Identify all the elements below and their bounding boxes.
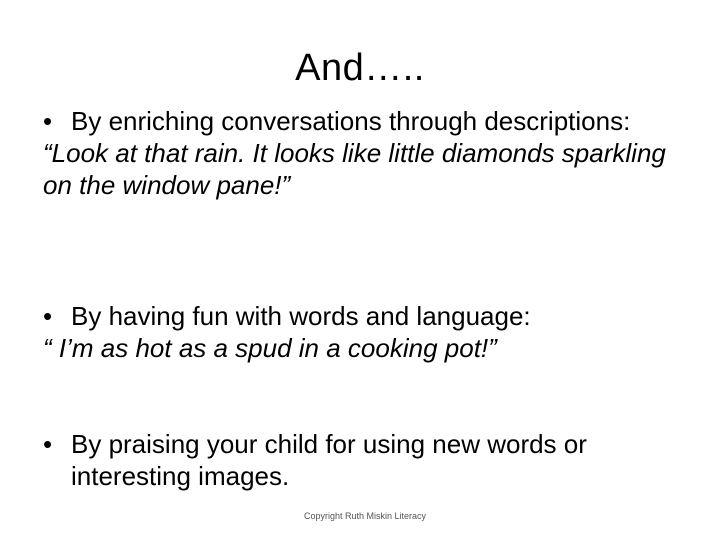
- bullet-item: [43, 428, 683, 492]
- bullet-icon: •: [43, 106, 53, 136]
- example-quote: “Look at that rain. It looks like little diamonds sparkling on the window pane!”: [43, 138, 666, 200]
- bullet-text: By enriching conversations through descriptions:: [71, 106, 631, 136]
- example-quote: “ I’m as hot as a spud in a cooking pot!”: [43, 333, 497, 363]
- slide-title: And…..: [295, 47, 425, 89]
- bullet-text: By praising your child for using new words or interesting images.: [71, 429, 587, 491]
- content-block-word-fun: [43, 300, 683, 364]
- bullet-item: [43, 300, 683, 332]
- bullet-text: By having fun with words and language:: [71, 301, 531, 331]
- copyright-footer: Copyright Ruth Miskin Literacy: [303, 511, 427, 521]
- content-block-descriptions: [43, 105, 683, 201]
- bullet-item: [43, 105, 683, 137]
- content-block-praise: [43, 428, 683, 492]
- bullet-icon: •: [43, 429, 53, 459]
- bullet-icon: •: [43, 301, 53, 331]
